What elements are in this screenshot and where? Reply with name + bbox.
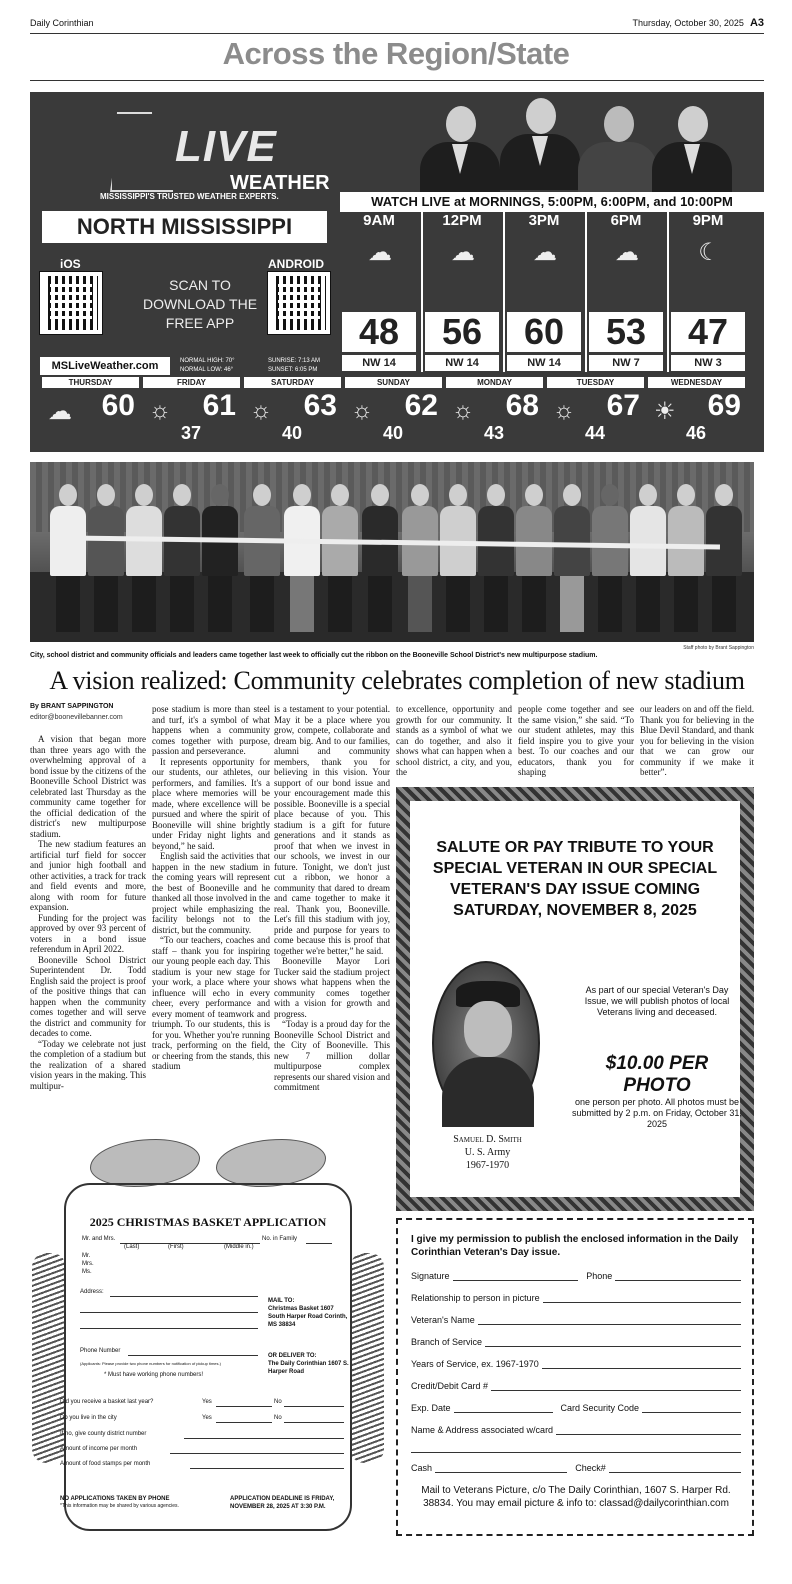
daily-forecast-monday <box>444 377 545 449</box>
dove-icon <box>90 1139 200 1187</box>
question-last-year: Did you receive a basket last year? <box>60 1399 154 1405</box>
folio <box>30 16 764 32</box>
sunrise: SUNRISE: 7:13 AM <box>268 358 321 364</box>
partly-cloudy-icon: ☼ <box>351 397 373 424</box>
csc-field[interactable] <box>642 1404 741 1413</box>
paper-name: Daily Corinthian <box>30 18 94 28</box>
hourly-forecast-6pm <box>587 212 665 369</box>
yes-label: Yes <box>202 1399 212 1405</box>
phone-requirement: * Must have working phone numbers! <box>104 1372 204 1378</box>
mr-mrs-label: Mr. and Mrs. <box>82 1236 116 1242</box>
article-column-5: people come together and see the same vision,” she said. “To our student athletes, may this field inspire you to give your best. To our coaches and our educators, thank you for shaping <box>518 704 634 777</box>
hour-label: 12PM <box>442 212 482 229</box>
portrait-face <box>464 1001 512 1057</box>
signature-field[interactable] <box>453 1272 579 1281</box>
day-high: 69 <box>707 389 741 422</box>
middle-label: (Middle in.) <box>224 1244 254 1250</box>
daily-forecast-tuesday <box>545 377 646 449</box>
day-label: TUESDAY <box>547 377 644 388</box>
hour-label: 3PM <box>528 212 560 229</box>
csc-label: Card Security Code <box>560 1403 640 1413</box>
address-field-2[interactable] <box>80 1305 258 1313</box>
sunny-icon: ☀ <box>654 398 676 425</box>
phone-field[interactable] <box>615 1272 741 1281</box>
phone-number-field[interactable] <box>128 1348 258 1356</box>
website-link[interactable]: MSLiveWeather.com <box>40 357 170 375</box>
hourly-forecast-3pm <box>505 212 583 369</box>
partly-cloudy-icon: ☁ <box>451 239 475 266</box>
day-low: 43 <box>484 423 505 443</box>
christmas-form-title: 2025 CHRISTMAS BASKET APPLICATION <box>89 1215 327 1229</box>
photo-credit: Staff photo by Brant Sappington <box>683 645 754 651</box>
phone-number-label: Phone Number <box>80 1348 121 1354</box>
branch-field[interactable] <box>485 1338 741 1347</box>
logo-live-text: LIVE <box>175 122 277 171</box>
veteran-name: Samuel D. Smith <box>453 1134 522 1145</box>
day-label: SUNDAY <box>345 377 442 388</box>
region-title: NORTH MISSISSIPPI <box>42 211 327 243</box>
ribbon-cutting-photo <box>30 462 754 642</box>
relationship-field[interactable] <box>543 1294 741 1303</box>
veteran-branch: U. S. Army <box>464 1147 511 1158</box>
author-email[interactable]: editor@boonevillebanner.com <box>30 714 123 721</box>
cash-label: Cash <box>411 1463 433 1473</box>
day-label: THURSDAY <box>42 377 139 388</box>
daily-forecast-saturday <box>242 377 343 449</box>
top-rule <box>30 33 764 34</box>
name-field[interactable] <box>120 1236 260 1244</box>
day-low: 46 <box>686 423 707 443</box>
application-deadline: APPLICATION DEADLINE IS FRIDAY, NOVEMBER 28, 2025 AT 3:30 P.M. <box>230 1496 335 1510</box>
scan-download-text: SCAN TO DOWNLOAD THE FREE APP <box>142 277 258 331</box>
day-low: 40 <box>282 423 303 443</box>
county-district-field[interactable] <box>184 1431 344 1439</box>
food-stamps-label: Amount of food stamps per month <box>60 1461 151 1467</box>
portrait-coat <box>442 1057 534 1127</box>
logo-weather-text: WEATHER <box>230 172 330 194</box>
anchor-team-photo <box>400 92 740 192</box>
hour-label: 9AM <box>363 212 395 229</box>
exp-label: Exp. Date <box>411 1403 451 1413</box>
article-column-6: our leaders on and off the field. Thank you for believing in the Blue Devil Standard, and thank you for believing in the vision that we can grow our community if we make it better”. <box>640 704 754 777</box>
veteran-name-field[interactable] <box>478 1316 741 1325</box>
years-label: Years of Service, ex. 1967-1970 <box>411 1359 539 1369</box>
family-count-field[interactable] <box>306 1236 332 1244</box>
partly-cloudy-icon: ☼ <box>149 397 171 424</box>
phone-label: Phone <box>586 1271 613 1281</box>
income-field[interactable] <box>170 1446 344 1454</box>
signature-phone-row <box>411 1269 741 1281</box>
day-label: SATURDAY <box>244 377 341 388</box>
day-label: WEDNESDAY <box>648 377 745 388</box>
normals-block <box>180 357 356 375</box>
partly-cloudy-icon: ☁ <box>368 239 392 266</box>
day-high: 62 <box>404 389 438 422</box>
article-column-2: pose stadium is more than steel and turf, it's a symbol of what happens when a community comes together with purpose, passion and perseverance. It represents opportunity for our students, our athletes, our performers, and families. It's a place where memories will be made, where excellence will be pursued and where the spirit of Booneville will shine brightly under Friday night lights and beyond,” he said. English said the activities that happen in the new stadium in the coming years will represent the best of Booneville and he thanked all those involved in the project while emphasizing the facility belongs not to the district, but the community. “To our teachers, coaches and staff – thank you for inspiring our young people each day. This stadium is your new stage for your work, a place where your influence will echo in every cheer, every performance and every moment of teamwork and triumph. To our students, this is for you. Whether you're running track, performing on the field, or cheering from the stands, this stadium <box>152 704 270 1071</box>
county-district-label: If no, give county district number <box>60 1431 147 1437</box>
daily-forecast-sunday <box>343 377 444 449</box>
mail-instructions: Mail to Veterans Picture, c/o The Daily Corinthian, 1607 S. Harper Rd. 38834. You may email picture & info to: classad@dailycorinthian.com <box>421 1485 731 1509</box>
submission-terms: one person per photo. All photos must be submitted by 2 p.m. on Friday, October 31, 2025 <box>572 1097 742 1129</box>
mail-to-label: MAIL TO: <box>268 1298 295 1304</box>
veteran-ad-headline: SALUTE OR PAY TRIBUTE TO YOUR SPECIAL VETERAN IN OUR SPECIAL VETERAN'S DAY ISSUE COMING SATURDAY, NOVEMBER 8, 2025 <box>432 839 718 919</box>
dove-icon <box>216 1139 326 1187</box>
card-field[interactable] <box>491 1382 741 1391</box>
hour-temp: 47 <box>671 312 745 352</box>
mail-to-address: Christmas Basket 1607 South Harper Road Corinth, MS 38834 <box>268 1306 348 1328</box>
last-year-yes-field[interactable] <box>216 1399 272 1407</box>
card-address-label: Name & Address associated w/card <box>411 1425 554 1435</box>
food-stamps-field[interactable] <box>190 1461 344 1469</box>
day-high: 63 <box>303 389 337 422</box>
veteran-name-label: Veteran's Name <box>411 1315 475 1325</box>
exp-field[interactable] <box>454 1404 553 1413</box>
check-label: Check# <box>575 1463 606 1473</box>
hour-label: 9PM <box>692 212 724 229</box>
cloudy-icon: ☁ <box>48 398 72 425</box>
ios-qr-code[interactable] <box>40 272 102 334</box>
cash-field[interactable] <box>435 1464 567 1473</box>
day-label: FRIDAY <box>143 377 240 388</box>
question-city: Do you live in the city <box>60 1415 117 1421</box>
city-no-field[interactable] <box>284 1415 344 1423</box>
night-cloud-icon: ☾ <box>698 239 720 266</box>
card-address-field-2[interactable] <box>411 1444 741 1453</box>
partly-cloudy-icon: ☁ <box>533 239 557 266</box>
watch-live-banner: WATCH LIVE at MORNINGS, 5:00PM, 6:00PM, and 10:00PM <box>340 192 764 212</box>
address-label: Address: <box>80 1289 104 1295</box>
christmas-basket-form <box>30 1133 386 1545</box>
veterans-day-ad <box>396 787 754 1211</box>
day-high: 60 <box>101 389 135 422</box>
day-low: 44 <box>585 423 606 443</box>
signature-label: Signature <box>411 1271 450 1281</box>
branch-label: Branch of Service <box>411 1337 483 1347</box>
photo-cutline: City, school district and community officials and leaders came together last week to officially cut the ribbon on the Booneville School District's new multipurpose stadium. <box>30 652 598 659</box>
partly-cloudy-icon: ☼ <box>250 397 272 424</box>
section-rule <box>30 80 764 81</box>
hour-wind: NW 14 <box>507 355 581 371</box>
permission-statement: I give my permission to publish the enclosed information in the Daily Corinthian Veteran's Day issue. <box>411 1234 739 1258</box>
sunset: SUNSET: 6:05 PM <box>268 367 318 373</box>
family-count-label: No. in Family <box>262 1236 298 1242</box>
mississippi-map-icon <box>110 112 180 192</box>
photo-price: $10.00 PER PHOTO <box>605 1053 709 1096</box>
day-high: 67 <box>606 389 640 422</box>
no-label: No <box>274 1415 282 1421</box>
city-yes-field[interactable] <box>216 1415 272 1423</box>
pine-branch-icon <box>350 1253 384 1463</box>
hour-temp: 53 <box>589 312 663 352</box>
normal-low: NORMAL LOW: 46° <box>180 367 234 373</box>
article-column-3: is a testament to your potential. May it be a place where you grow, compete, collaborate and dream big. And to our families, alumni and community members, thank you for believing in this vision. Your support of our bond issue and your encouragement made this possible. Booneville is a special place because of you. This stadium is a gift for future generations and it stands as proof that when we invest in our schools, we invest in our future. Tonight, we don't just cut a ribbon, we honor a community that dared to dream and came together to make it real. Thank you, Booneville. Let's fill this stadium with joy, pride and purpose for years to come because this is proof that together we're better,” he said. Booneville Mayor Lori Tucker said the stadium project shows what happens when the community comes together with a vision for growth and progress. “Today is a proud day for the Booneville School District and the City of Booneville. This new 7 million dollar multipurpose complex represents our shared vision and commitment <box>274 704 390 1092</box>
hour-temp: 48 <box>342 312 416 352</box>
android-label: ANDROID <box>268 257 324 271</box>
byline: By BRANT SAPPINGTON <box>30 703 114 710</box>
anchor-figure <box>578 100 658 192</box>
partly-cloudy-icon: ☁ <box>615 239 639 266</box>
anchor-figure <box>500 92 580 192</box>
last-year-no-field[interactable] <box>284 1399 344 1407</box>
anchor-figure <box>652 100 732 192</box>
day-low: 40 <box>383 423 404 443</box>
first-label: (First) <box>168 1244 184 1250</box>
hour-wind: NW 3 <box>671 355 745 371</box>
hour-wind: NW 7 <box>589 355 663 371</box>
income-label: Amount of income per month <box>60 1446 138 1452</box>
day-label: MONDAY <box>446 377 543 388</box>
hour-wind: NW 14 <box>425 355 499 371</box>
hour-wind: NW 14 <box>342 355 416 371</box>
anchor-figure <box>420 100 500 192</box>
hourly-forecast-12pm <box>423 212 501 369</box>
article-column-4: to excellence, opportunity and growth for our community. It stands as a symbol of what we can do together, and also it shows what can happen when a school district, a city, and you, the <box>396 704 512 777</box>
daily-forecast-thursday <box>40 377 141 449</box>
section-title: Across the Region/State <box>222 36 570 71</box>
hour-temp: 60 <box>507 312 581 352</box>
day-high: 61 <box>202 389 236 422</box>
date-text: Thursday, October 30, 2025 <box>632 18 744 28</box>
partly-cloudy-icon: ☼ <box>452 397 474 424</box>
mr-label: Mr. <box>82 1253 91 1259</box>
relationship-label: Relationship to person in picture <box>411 1293 540 1303</box>
page-number: A3 <box>749 17 764 29</box>
deliver-to-address: The Daily Corinthian 1607 S. Harper Road <box>268 1361 349 1375</box>
veteran-portrait <box>432 961 540 1125</box>
android-qr-code[interactable] <box>268 272 330 334</box>
deliver-to-label: OR DELIVER TO: <box>268 1353 317 1359</box>
partly-cloudy-icon: ☼ <box>553 397 575 424</box>
weather-tagline: MISSISSIPPI'S TRUSTED WEATHER EXPERTS. <box>100 192 279 201</box>
sharing-notice: *This information may be shared by various agencies. <box>60 1503 179 1509</box>
normal-high: NORMAL HIGH: 70° <box>180 358 235 364</box>
daily-forecast-friday <box>141 377 242 449</box>
hourly-forecast-9am <box>340 212 418 369</box>
veteran-permission-form <box>396 1218 754 1536</box>
veteran-caption <box>420 1133 555 1172</box>
veteran-ad-description: As part of our special Veteran's Day Issue, we will publish photos of local Veterans living and deceased. <box>584 985 730 1017</box>
no-phone-notice: NO APPLICATIONS TAKEN BY PHONE <box>60 1496 170 1502</box>
article-headline: A vision realized: Community celebrates completion of new stadium <box>49 666 745 695</box>
folio-date <box>633 17 764 29</box>
mrs-label: Mrs. <box>82 1261 94 1267</box>
check-field[interactable] <box>609 1464 741 1473</box>
last-label: (Last) <box>124 1244 140 1250</box>
address-field-3[interactable] <box>80 1321 258 1329</box>
years-field[interactable] <box>542 1360 741 1369</box>
card-address-field[interactable] <box>556 1426 741 1435</box>
day-low: 37 <box>181 423 202 443</box>
hour-temp: 56 <box>425 312 499 352</box>
no-label: No <box>274 1399 282 1405</box>
hourly-forecast-9pm <box>669 212 747 369</box>
weather-ad <box>30 92 764 452</box>
card-label: Credit/Debit Card # <box>411 1381 489 1391</box>
hour-label: 6PM <box>610 212 642 229</box>
yes-label: Yes <box>202 1415 212 1421</box>
phone-note: (Applicants: Please provide two phone numbers for notification of pickup times.) <box>80 1361 221 1366</box>
day-high: 68 <box>505 389 539 422</box>
veteran-years: 1967-1970 <box>465 1160 510 1171</box>
ms-label: Ms. <box>82 1269 92 1275</box>
address-field[interactable] <box>110 1289 258 1297</box>
daily-forecast-wednesday <box>646 377 747 449</box>
ios-label: iOS <box>60 257 81 271</box>
article-column-1: A vision that began more than three years ago with the overwhelming approval of a bond issue by the citizens of the Booneville School District was celebrated last Thursday as the community came together for the official dedication of the district's new multipurpose stadium. The new stadium features an artificial turf field for soccer and junior high football and other activities, a track for track and field events and more, along with room for future expansion. Funding for the project was approved by over 93 percent of voters in a bond issue referendum in April 2022. Booneville School District Superintendent Dr. Todd English said the project is proof of the positive things that can happen when the community comes together and will serve the district and community for decades to come. “Today we celebrate not just the completion of a stadium but the realization of a shared vision years in the making. This multipur- <box>30 734 146 1091</box>
